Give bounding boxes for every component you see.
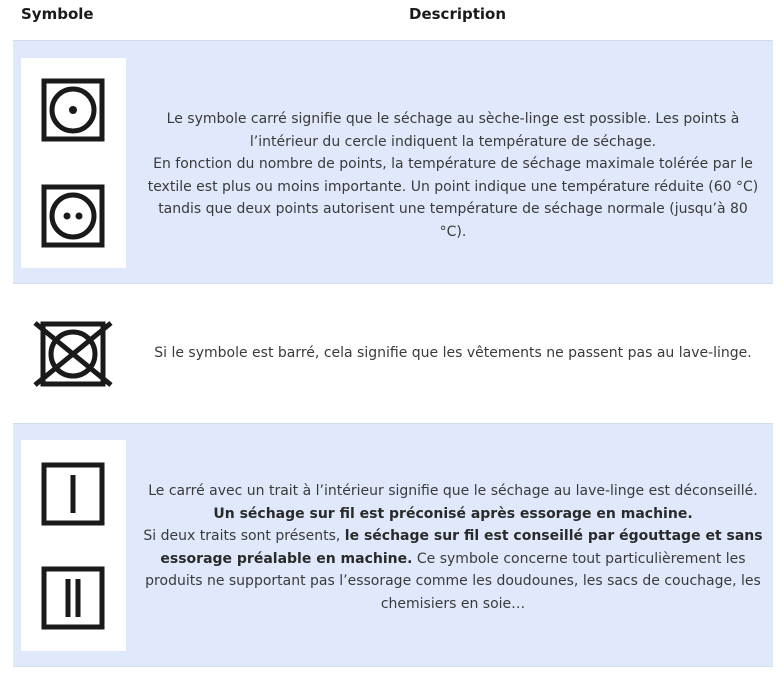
description-line: Le symbole carré signifie que le séchage au sèche-linge est possible. Les points à (166, 111, 740, 127)
description-cell (143, 480, 763, 615)
description-line: produits ne supportant pas l’essorage comme les doudounes, les sacs de couchage, les (145, 573, 761, 589)
description-line (143, 548, 763, 571)
line-dry-icon (41, 462, 105, 526)
description-text: Si deux traits sont présents, (143, 528, 345, 544)
symbol-column-header: Symbole (21, 5, 94, 23)
description-emphasis: essorage préalable en machine. (160, 550, 413, 567)
description-cell (143, 108, 763, 243)
description-line: textile est plus ou moins importante. Un point indique une température réduite (60 °C) (147, 178, 759, 195)
description-line: En fonction du nombre de points, la température de séchage maximale tolérée par le (153, 156, 753, 172)
symbol-cell (21, 440, 126, 651)
description-line: Si le symbole est barré, cela signifie que les vêtements ne passent pas au lave-linge. (154, 345, 752, 361)
drip-dry-icon (41, 566, 105, 630)
table-header (0, 0, 784, 32)
symbol-cell (21, 58, 126, 268)
table-row-do-not-tumble-dry (13, 285, 773, 422)
description-cell (143, 342, 763, 365)
table-row-line-dry (13, 423, 773, 667)
description-line (143, 525, 763, 548)
description-line: tandis que deux points autorisent une température de séchage normale (jusqu’à 80 °C). (158, 201, 748, 240)
description-emphasis: le séchage sur fil est conseillé par égouttage et sans (344, 528, 763, 544)
description-text: Ce symbole concerne tout particulièrement les (412, 550, 746, 567)
description-line: chemisiers en soie… (380, 595, 526, 612)
description-emphasis: Un séchage sur fil est préconisé après essorage en machine. (213, 505, 693, 522)
tumble-dry-two-dots-icon (41, 184, 105, 248)
description-line: Le carré avec un trait à l’intérieur signifie que le séchage au lave-linge est déconseillé. (148, 483, 758, 499)
description-line: l’intérieur du cercle indiquent la température de séchage. (249, 133, 657, 150)
do-not-tumble-dry-icon (33, 321, 113, 387)
description-column-header: Description (409, 5, 507, 23)
description-line (143, 503, 763, 526)
tumble-dry-one-dot-icon (41, 78, 105, 142)
table-row-tumble-dry (13, 40, 773, 284)
